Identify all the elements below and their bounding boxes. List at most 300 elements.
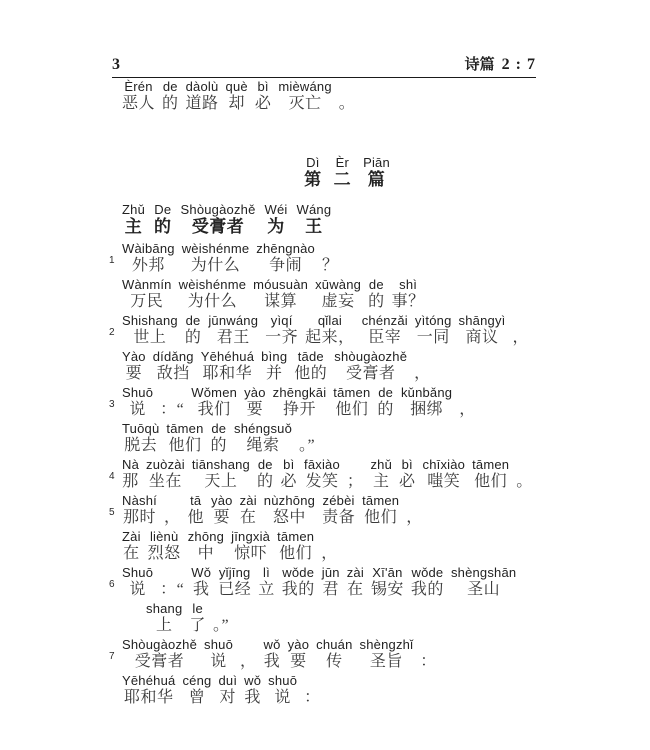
pinyin-word: Nà: [122, 457, 140, 472]
pinyin-word: dídǎng: [152, 349, 194, 364]
pair-row: [122, 457, 572, 491]
word-pair: [185, 313, 202, 347]
word-pair: [363, 155, 390, 189]
word-pair: [122, 421, 159, 455]
word-pair: [399, 457, 416, 491]
pinyin-word: què: [225, 79, 248, 94]
hanzi-word: 在: [123, 545, 140, 562]
word-pair: [304, 155, 322, 189]
pair-row: [122, 277, 572, 311]
hanzi-word: 的: [154, 217, 172, 236]
word-pair: [316, 637, 352, 671]
verse-couplet: [122, 673, 572, 707]
word-pair: [148, 529, 181, 563]
word-pair: [122, 202, 145, 236]
pinyin-word: de: [211, 421, 227, 436]
hanzi-word: 为什么: [187, 293, 238, 310]
pinyin-word: zài: [239, 493, 257, 508]
page-number: 3: [112, 56, 120, 73]
hanzi-word: 外邦: [131, 257, 165, 274]
pinyin-word: Shòugàozhě: [180, 202, 256, 217]
hanzi-word: 要: [213, 509, 231, 526]
hanzi-word: 恶人: [122, 95, 156, 112]
pinyin-word: chuán: [316, 637, 353, 652]
pair-row: [122, 349, 572, 383]
word-pair: [278, 79, 331, 113]
verse-couplet: [109, 313, 572, 347]
hanzi-word: 那: [122, 473, 139, 490]
hanzi-word: ：“: [160, 581, 185, 598]
pinyin-word: wèishénme: [178, 277, 247, 292]
hanzi-word: 主: [372, 473, 390, 490]
word-pair: [213, 601, 229, 635]
pinyin-word: Shuō: [122, 565, 154, 580]
word-pair: [406, 493, 423, 527]
verse-number: 3: [109, 399, 115, 410]
word-pair: [122, 565, 153, 599]
hanzi-word: 二: [333, 170, 352, 189]
hanzi-word: 说: [129, 401, 146, 418]
book-title: 诗篇: [464, 57, 495, 73]
pinyin-word: Wáng: [296, 202, 332, 217]
hanzi-word: 争闹: [269, 257, 303, 274]
hanzi-word: 他们: [279, 545, 313, 562]
hanzi-word: 必: [280, 473, 298, 490]
hanzi-word: 说: [210, 653, 227, 670]
hanzi-word: 说: [129, 581, 146, 598]
page-header: [112, 53, 536, 78]
running-head: [465, 53, 536, 74]
hanzi-word: 我们: [197, 401, 231, 418]
hanzi-word: 必: [254, 95, 272, 112]
hanzi-word: 责备: [322, 509, 356, 526]
word-pair: [273, 385, 327, 419]
hanzi-word: 的: [368, 293, 385, 310]
verse-couplet: [109, 241, 572, 275]
verse-number: 2: [109, 327, 115, 338]
word-pair: [182, 241, 250, 275]
hanzi-word: 虚妄: [321, 293, 355, 310]
hanzi-word: 他们: [168, 437, 202, 454]
pinyin-word: Zài: [122, 529, 141, 544]
hanzi-word: 惊吓: [234, 545, 268, 562]
hanzi-word: ，: [512, 329, 529, 346]
pinyin-word: zài: [346, 565, 364, 580]
pinyin-word: De: [154, 202, 172, 217]
hanzi-word: 已经: [218, 581, 252, 598]
hanzi-word: ；: [346, 473, 364, 490]
pinyin-word: wǒ: [244, 673, 262, 688]
hanzi-word: 他: [187, 509, 204, 526]
word-pair: [459, 313, 506, 347]
word-pair: [244, 385, 266, 419]
word-pair: [321, 529, 338, 563]
hanzi-word: 了: [189, 617, 206, 634]
word-pair: [234, 421, 292, 455]
word-pair: [208, 313, 258, 347]
word-pair: [244, 673, 261, 707]
hanzi-word: 事？: [391, 293, 425, 310]
pinyin-word: de: [185, 313, 201, 328]
pinyin-word: jūnwáng: [208, 313, 259, 328]
section-title: [122, 202, 572, 236]
pinyin-word: mièwáng: [278, 79, 332, 94]
pinyin-word: Wǒmen: [191, 385, 238, 400]
word-pair: [411, 565, 444, 599]
word-pair: [362, 493, 399, 527]
pair-row: [122, 565, 572, 599]
hanzi-word: 曾: [188, 689, 206, 706]
hanzi-word: 我: [244, 689, 261, 706]
verse-number: 5: [109, 507, 115, 518]
hanzi-word: ，: [414, 365, 431, 382]
pinyin-word: le: [192, 601, 203, 616]
word-pair: [451, 565, 516, 599]
word-pair: [347, 565, 364, 599]
pinyin-word: bìng: [261, 349, 288, 364]
hanzi-word: 脱去: [124, 437, 158, 454]
word-pair: [122, 529, 141, 563]
word-pair: [231, 529, 270, 563]
pinyin-word: Shishang: [122, 313, 178, 328]
hanzi-word: 嗤笑: [427, 473, 461, 490]
word-pair: [299, 421, 315, 455]
pinyin-word: shāngyì: [458, 313, 506, 328]
hanzi-word: 那时: [122, 509, 156, 526]
pinyin-word: shang: [146, 601, 183, 616]
pinyin-word: bì: [283, 457, 295, 472]
word-pair: [315, 277, 361, 311]
hanzi-word: 要: [246, 401, 264, 418]
hanzi-word: ，: [459, 401, 476, 418]
hanzi-word: 的: [162, 95, 179, 112]
word-pair: [258, 565, 275, 599]
word-pair: [201, 349, 254, 383]
word-pair: [162, 79, 179, 113]
word-pair: [226, 79, 248, 113]
hanzi-word: 受膏者: [134, 653, 185, 670]
chapter-verse-reference: 2 : 7: [501, 56, 536, 73]
pinyin-word: kǔnbǎng: [400, 385, 453, 400]
word-pair: [146, 601, 182, 635]
pinyin-word: nùzhōng: [263, 493, 316, 508]
pinyin-word: tāmen: [166, 421, 204, 436]
pinyin-word: zhǔ: [370, 457, 392, 472]
pinyin-word: Wàibāng: [122, 241, 175, 256]
pair-row: [122, 673, 572, 707]
word-pair: [371, 565, 404, 599]
pinyin-word: shuō: [268, 673, 298, 688]
word-pair: [322, 565, 340, 599]
word-pair: [160, 385, 184, 419]
word-pair: [211, 421, 228, 455]
pinyin-word: Nàshí: [122, 493, 157, 508]
word-pair: [122, 349, 146, 383]
pinyin-word: tiānshang: [191, 457, 250, 472]
word-pair: [304, 673, 321, 707]
word-pair: [264, 493, 315, 527]
hanzi-word: 在: [347, 581, 364, 598]
hanzi-word: 。: [338, 95, 356, 112]
pinyin-word: de: [378, 385, 394, 400]
pinyin-word: yìtóng: [414, 313, 452, 328]
pinyin-word: Yào: [122, 349, 146, 364]
hanzi-word: 王: [305, 217, 323, 236]
word-pair: [122, 313, 178, 347]
hanzi-word: 挣开: [282, 401, 316, 418]
word-pair: [370, 457, 392, 491]
word-pair: [333, 385, 370, 419]
verse-couplet: [109, 385, 572, 419]
pinyin-word: shì: [399, 277, 418, 292]
pinyin-word: wǒde: [411, 565, 444, 580]
pinyin-word: Èr: [335, 155, 350, 170]
word-pair: [423, 457, 466, 491]
pinyin-word: Shuō: [122, 385, 154, 400]
verse-couplet: [109, 637, 572, 671]
hanzi-word: 并: [265, 365, 283, 382]
pinyin-word: céng: [182, 673, 212, 688]
hanzi-word: 道路: [185, 95, 219, 112]
verse-couplet: [109, 565, 572, 599]
word-pair: [265, 202, 288, 236]
hanzi-word: ，: [163, 509, 181, 526]
pinyin-word: zuòzài: [146, 457, 185, 472]
pinyin-word: zhēngkāi: [272, 385, 327, 400]
hanzi-word: 却: [228, 95, 245, 112]
pinyin-word: Zhǔ: [122, 202, 146, 217]
pinyin-word: qǐlai: [317, 313, 342, 328]
pinyin-word: Yēhéhuá: [122, 673, 176, 688]
pinyin-word: de: [368, 277, 384, 292]
pinyin-word: bì: [401, 457, 413, 472]
word-pair: [265, 313, 298, 347]
word-pair: [420, 637, 437, 671]
word-pair: [240, 637, 257, 671]
hanzi-word: 他们: [335, 401, 369, 418]
word-pair: [166, 421, 203, 455]
pinyin-word: tāmen: [472, 457, 510, 472]
word-pair: [264, 637, 281, 671]
word-pair: [122, 79, 155, 113]
hanzi-word: 第: [304, 170, 322, 189]
pinyin-word: duì: [218, 673, 238, 688]
word-pair: [186, 79, 219, 113]
word-pair: [414, 349, 431, 383]
pinyin-word: xūwàng: [315, 277, 362, 292]
pair-row: [122, 493, 572, 527]
pair-row: [122, 241, 572, 275]
verse-number: 4: [109, 471, 115, 482]
hanzi-word: 商议: [465, 329, 499, 346]
hanzi-word: 对: [219, 689, 237, 706]
hanzi-word: 他的: [294, 365, 328, 382]
pinyin-word: shuō: [204, 637, 234, 652]
word-pair: [261, 349, 287, 383]
hanzi-word: 我的: [281, 581, 315, 598]
word-pair: [160, 565, 184, 599]
word-pair: [122, 637, 197, 671]
hanzi-word: 烈怒: [147, 545, 181, 562]
hanzi-word: 的: [257, 473, 274, 490]
word-pair: [282, 565, 315, 599]
page-content: [109, 79, 572, 709]
verse-couplet: [146, 601, 572, 635]
hanzi-word: 受膏者: [191, 217, 245, 236]
pair-row: [122, 202, 572, 236]
pair-row: [146, 601, 572, 635]
word-pair: [322, 241, 339, 275]
word-pair: [512, 313, 529, 347]
word-pair: [362, 313, 408, 347]
word-pair: [255, 79, 272, 113]
hanzi-word: 圣旨: [369, 653, 403, 670]
hanzi-word: 捆绑: [410, 401, 444, 418]
hanzi-word: 立: [258, 581, 275, 598]
word-pair: [472, 457, 509, 491]
pinyin-word: shéngsuǒ: [234, 421, 293, 436]
word-pair: [187, 493, 204, 527]
hanzi-word: ，: [240, 653, 257, 670]
pinyin-word: tāmen: [277, 529, 315, 544]
pinyin-word: tāmen: [333, 385, 371, 400]
hanzi-word: ，: [406, 509, 423, 526]
word-pair: [122, 673, 175, 707]
pair-row: [122, 79, 572, 113]
hanzi-word: 他们: [474, 473, 508, 490]
word-pair: [334, 155, 352, 189]
word-pair: [347, 457, 364, 491]
hanzi-word: 要: [125, 365, 143, 382]
hanzi-word: 的: [377, 401, 394, 418]
pinyin-word: dàolù: [185, 79, 219, 94]
word-pair: [240, 493, 257, 527]
verse-couplet: [109, 493, 572, 527]
pinyin-word: móusuàn: [253, 277, 309, 292]
pinyin-word: de: [257, 457, 273, 472]
hanzi-word: ：: [420, 653, 437, 670]
hanzi-word: 万民: [130, 293, 164, 310]
word-pair: [401, 385, 452, 419]
word-pair: [146, 457, 185, 491]
psalm1-closing-verse: [122, 79, 572, 113]
pair-row: [122, 529, 572, 563]
hanzi-word: 要: [290, 653, 307, 670]
pinyin-word: fāxiào: [304, 457, 340, 472]
word-pair: [360, 637, 414, 671]
hanzi-word: 圣山: [467, 581, 501, 598]
hanzi-word: 一同: [416, 329, 450, 346]
hanzi-word: 。: [516, 473, 533, 490]
hanzi-word: ：“: [160, 401, 185, 418]
hanzi-word: 怒中: [272, 509, 306, 526]
pinyin-word: yìqí: [270, 313, 293, 328]
hanzi-word: 耶和华: [123, 689, 174, 706]
word-pair: [211, 493, 233, 527]
word-pair: [164, 493, 181, 527]
pinyin-word: yǐjīng: [218, 565, 251, 580]
hanzi-word: 坐在: [148, 473, 182, 490]
hanzi-word: ？: [322, 257, 339, 274]
word-pair: [191, 385, 237, 419]
hanzi-word: 天上: [204, 473, 238, 490]
pinyin-word: Piān: [363, 155, 390, 170]
word-pair: [122, 241, 175, 275]
pinyin-word: Tuōqù: [122, 421, 160, 436]
hanzi-word: 我的: [410, 581, 444, 598]
pair-row: [304, 155, 390, 189]
pair-row: [122, 313, 572, 347]
word-pair: [218, 673, 237, 707]
word-pair: [297, 202, 332, 236]
pinyin-word: yào: [211, 493, 233, 508]
hanzi-word: 传: [326, 653, 343, 670]
pinyin-word: Shòugàozhě: [122, 637, 198, 652]
hanzi-word: 敌挡: [156, 365, 190, 382]
pair-row: [122, 637, 572, 671]
pinyin-word: wǒ: [263, 637, 281, 652]
word-pair: [392, 277, 425, 311]
verse-couplet: [122, 421, 572, 455]
hanzi-word: 我: [192, 581, 210, 598]
hanzi-word: 。”: [212, 617, 230, 634]
hanzi-word: 说: [274, 689, 291, 706]
hanzi-word: 为什么: [190, 257, 241, 274]
hanzi-word: 耶和华: [202, 365, 253, 382]
hanzi-word: 必: [399, 473, 416, 490]
hanzi-word: 受膏者: [345, 365, 396, 382]
word-pair: [268, 673, 297, 707]
word-pair: [192, 457, 250, 491]
pinyin-word: lì: [263, 565, 270, 580]
word-pair: [459, 385, 476, 419]
word-pair: [122, 457, 139, 491]
pinyin-word: de: [162, 79, 178, 94]
pinyin-word: Wànmín: [122, 277, 172, 292]
hanzi-word: 灭亡: [288, 95, 322, 112]
word-pair: [181, 202, 256, 236]
word-pair: [189, 601, 206, 635]
psalm-heading: [122, 155, 572, 189]
word-pair: [218, 565, 251, 599]
word-pair: [304, 457, 340, 491]
pinyin-word: jūn: [321, 565, 340, 580]
word-pair: [191, 565, 211, 599]
pinyin-word: Èrén: [124, 79, 153, 94]
hanzi-word: 臣宰: [368, 329, 402, 346]
pair-row: [122, 385, 572, 419]
pinyin-word: Wǒ: [191, 565, 212, 580]
verses: [109, 241, 572, 707]
pinyin-word: wèishénme: [181, 241, 250, 256]
pinyin-word: chénzǎi: [361, 313, 408, 328]
pinyin-word: chīxiào: [422, 457, 466, 472]
word-pair: [415, 313, 452, 347]
pinyin-word: shòugàozhě: [334, 349, 408, 364]
word-pair: [516, 457, 533, 491]
hanzi-word: ：: [304, 689, 321, 706]
pinyin-word: yào: [244, 385, 266, 400]
hanzi-word: ，: [321, 545, 338, 562]
word-pair: [294, 349, 327, 383]
word-pair: [281, 457, 298, 491]
pinyin-word: liènù: [149, 529, 179, 544]
verse-couplet: [122, 277, 572, 311]
word-pair: [257, 457, 274, 491]
word-pair: [179, 277, 247, 311]
word-pair: [153, 349, 194, 383]
word-pair: [154, 202, 172, 236]
